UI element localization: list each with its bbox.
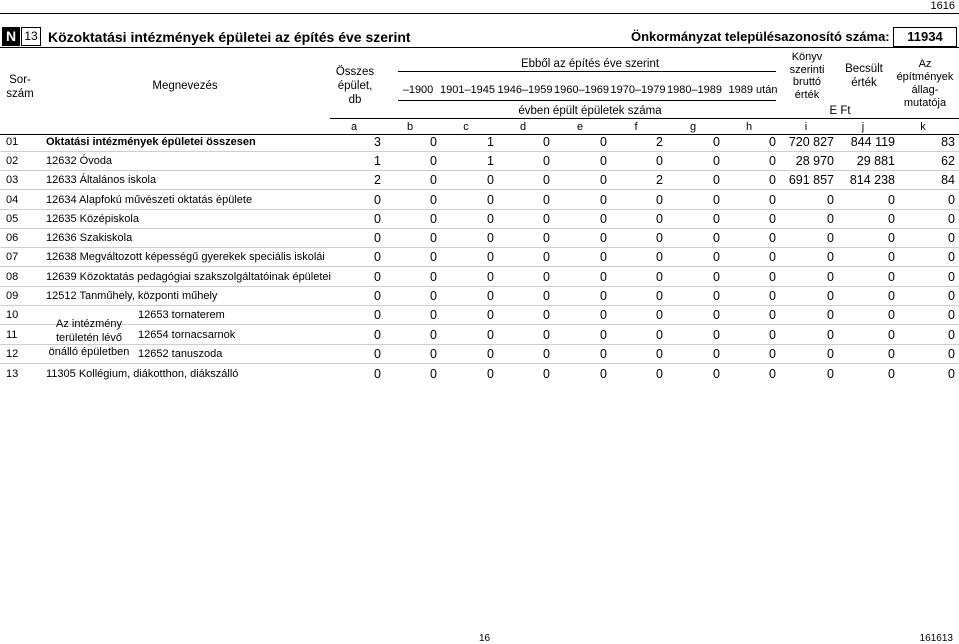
row-value-k: 0 (948, 308, 955, 322)
row-value-i: 720 827 (788, 135, 834, 149)
row-value-j: 0 (888, 193, 895, 207)
row-value-a: 0 (374, 193, 381, 207)
row-value-j: 0 (888, 231, 895, 245)
row-divider (0, 228, 959, 229)
row-name: 12512 Tanműhely, központi műhely (46, 290, 218, 302)
footer-page: 16 (479, 633, 491, 644)
row-name: 12633 Általános iskola (46, 174, 157, 186)
row-value-d: 0 (543, 212, 550, 226)
row-value-f: 0 (656, 289, 663, 303)
col-year-4: 1970–1979 (610, 84, 666, 96)
row-value-k: 0 (948, 193, 955, 207)
col-letter-b: b (406, 121, 414, 133)
row-value-d: 0 (543, 250, 550, 264)
row-value-f: 0 (656, 212, 663, 226)
col-letter-j: j (861, 121, 865, 133)
row-value-a: 0 (374, 367, 381, 381)
row-value-b: 0 (430, 347, 437, 361)
row-name: 12639 Közoktatás pedagógiai szakszolgáltatóinak épületei (46, 271, 331, 283)
row-value-h: 0 (769, 289, 776, 303)
row-value-b: 0 (430, 154, 437, 168)
row-value-e: 0 (600, 347, 607, 361)
row-value-b: 0 (430, 212, 437, 226)
row-value-i: 28 970 (795, 154, 834, 168)
table-row (0, 214, 959, 229)
row-value-j: 0 (888, 289, 895, 303)
col-evben: évben épült épületek száma (518, 105, 662, 117)
row-value-c: 0 (487, 173, 494, 187)
row-value-g: 0 (713, 193, 720, 207)
row-value-g: 0 (713, 328, 720, 342)
row-value-c: 0 (487, 193, 494, 207)
row-value-a: 1 (374, 154, 381, 168)
row-name: 11305 Kollégium, diákotthon, diákszálló (46, 368, 239, 380)
footer-code: 161613 (919, 633, 953, 644)
row-value-g: 0 (713, 212, 720, 226)
row-value-h: 0 (769, 308, 776, 322)
row-value-e: 0 (600, 250, 607, 264)
row-value-c: 0 (487, 367, 494, 381)
col-sorszam: Sor- szám (6, 74, 34, 100)
row-value-b: 0 (430, 231, 437, 245)
col-year-1: 1901–1945 (439, 84, 496, 96)
row-value-a: 0 (374, 347, 381, 361)
col-osszes: Összes épület, db (335, 66, 375, 106)
row-value-f: 0 (656, 328, 663, 342)
row-value-i: 0 (827, 289, 834, 303)
row-value-j: 844 119 (850, 135, 895, 149)
row-value-d: 0 (543, 367, 550, 381)
col-year-6: 1989 után (728, 84, 778, 96)
row-value-f: 0 (656, 231, 663, 245)
row-value-c: 1 (487, 135, 494, 149)
row-value-h: 0 (769, 173, 776, 187)
row-value-a: 2 (374, 173, 381, 187)
row-number: 01 (6, 136, 19, 148)
row-value-k: 62 (941, 154, 955, 168)
row-divider (0, 170, 959, 171)
ebbol-rule (398, 71, 776, 72)
row-value-c: 1 (487, 154, 494, 168)
table-number: 13 (21, 27, 41, 46)
row-value-d: 0 (543, 154, 550, 168)
row-value-b: 0 (430, 328, 437, 342)
row-value-b: 0 (430, 270, 437, 284)
row-value-e: 0 (600, 135, 607, 149)
col-eft: E Ft (829, 105, 851, 117)
col-year-2: 1946–1959 (497, 84, 553, 96)
row-name: 12654 tornacsarnok (138, 329, 236, 341)
row-value-b: 0 (430, 173, 437, 187)
row-value-j: 0 (888, 250, 895, 264)
row-value-a: 3 (374, 135, 381, 149)
group-label: Az intézmény területén lévő önálló épületben (48, 318, 130, 358)
row-value-g: 0 (713, 308, 720, 322)
col-letter-e: e (576, 121, 584, 133)
row-number: 08 (6, 271, 19, 283)
row-divider (0, 151, 959, 152)
row-value-i: 0 (827, 250, 834, 264)
row-value-j: 814 238 (849, 173, 895, 187)
row-value-i: 691 857 (788, 173, 834, 187)
row-value-d: 0 (543, 328, 550, 342)
row-value-d: 0 (543, 135, 550, 149)
row-value-c: 0 (487, 270, 494, 284)
row-number: 11 (6, 329, 18, 341)
row-value-g: 0 (713, 250, 720, 264)
row-value-h: 0 (769, 250, 776, 264)
row-value-j: 29 881 (856, 154, 895, 168)
row-value-j: 0 (888, 212, 895, 226)
row-value-h: 0 (769, 212, 776, 226)
badge-letter: N (2, 27, 20, 46)
row-value-f: 0 (656, 308, 663, 322)
row-value-h: 0 (769, 135, 776, 149)
row-value-a: 0 (374, 270, 381, 284)
row-value-k: 83 (941, 135, 955, 149)
row-number: 05 (6, 213, 19, 225)
title-rule (0, 47, 959, 48)
row-value-g: 0 (713, 173, 720, 187)
row-value-g: 0 (713, 347, 720, 361)
row-value-f: 0 (656, 367, 663, 381)
row-value-h: 0 (769, 193, 776, 207)
row-value-j: 0 (888, 308, 895, 322)
row-value-k: 0 (948, 231, 955, 245)
col-letter-a: a (350, 121, 358, 133)
row-value-c: 0 (487, 328, 494, 342)
row-value-a: 0 (374, 308, 381, 322)
row-value-a: 0 (374, 328, 381, 342)
row-value-d: 0 (543, 270, 550, 284)
col-megnevezes: Megnevezés (152, 80, 218, 92)
row-value-j: 0 (888, 367, 895, 381)
row-value-d: 0 (543, 289, 550, 303)
row-value-i: 0 (827, 367, 834, 381)
row-value-k: 84 (941, 173, 955, 187)
row-divider (0, 247, 959, 248)
row-value-g: 0 (713, 154, 720, 168)
row-value-a: 0 (374, 250, 381, 264)
row-value-g: 0 (713, 135, 720, 149)
row-value-h: 0 (769, 367, 776, 381)
row-value-e: 0 (600, 270, 607, 284)
top-rule (0, 13, 959, 14)
row-value-c: 0 (487, 231, 494, 245)
row-number: 03 (6, 174, 19, 186)
row-value-i: 0 (827, 212, 834, 226)
row-number: 13 (6, 368, 19, 380)
row-value-h: 0 (769, 270, 776, 284)
row-value-c: 0 (487, 289, 494, 303)
row-value-f: 0 (656, 347, 663, 361)
row-value-k: 0 (948, 347, 955, 361)
row-value-f: 0 (656, 154, 663, 168)
row-value-h: 0 (769, 154, 776, 168)
row-value-c: 0 (487, 308, 494, 322)
col-letter-f: f (634, 121, 638, 133)
row-value-d: 0 (543, 347, 550, 361)
row-divider (0, 209, 959, 210)
col-year-0: –1900 (402, 84, 434, 96)
onk-label: Önkormányzat településazonosító száma: (631, 29, 890, 44)
row-value-e: 0 (600, 154, 607, 168)
col-letter-c: c (463, 121, 469, 133)
row-value-j: 0 (888, 270, 895, 284)
row-name: 12635 Középiskola (46, 213, 139, 225)
row-value-k: 0 (948, 367, 955, 381)
row-value-j: 0 (888, 328, 895, 342)
row-number: 12 (6, 348, 19, 360)
row-number: 02 (6, 155, 19, 167)
row-value-h: 0 (769, 328, 776, 342)
row-value-f: 2 (656, 135, 663, 149)
row-value-e: 0 (600, 193, 607, 207)
row-value-a: 0 (374, 289, 381, 303)
row-name: 12634 Alapfokú művészeti oktatás épülete (46, 194, 253, 206)
row-name: 12652 tanuszoda (138, 348, 223, 360)
row-divider (0, 189, 959, 190)
row-divider (0, 344, 959, 345)
row-value-e: 0 (600, 173, 607, 187)
row-value-i: 0 (827, 328, 834, 342)
row-value-f: 2 (656, 173, 663, 187)
col-ebbol: Ebből az építés éve szerint (520, 58, 660, 70)
col-letter-d: d (519, 121, 527, 133)
row-name: Oktatási intézmények épületei összesen (46, 136, 256, 148)
row-value-i: 0 (827, 347, 834, 361)
row-value-h: 0 (769, 347, 776, 361)
col-letter-k: k (920, 121, 926, 133)
col-konyv: Könyv szerinti bruttó érték (789, 51, 825, 101)
row-number: 04 (6, 194, 19, 206)
row-value-e: 0 (600, 328, 607, 342)
row-value-i: 0 (827, 270, 834, 284)
row-divider (0, 324, 959, 325)
col-letter-h: h (745, 121, 753, 133)
row-number: 10 (6, 309, 19, 321)
row-value-k: 0 (948, 289, 955, 303)
row-value-b: 0 (430, 193, 437, 207)
row-number: 09 (6, 290, 19, 302)
row-value-h: 0 (769, 231, 776, 245)
row-number: 06 (6, 232, 19, 244)
row-value-b: 0 (430, 135, 437, 149)
row-value-d: 0 (543, 173, 550, 187)
onk-value: 11934 (893, 27, 957, 47)
row-name: 12638 Megváltozott képességű gyerekek speciális iskolái (46, 251, 325, 263)
row-divider (0, 286, 959, 287)
row-value-b: 0 (430, 289, 437, 303)
row-value-b: 0 (430, 250, 437, 264)
row-value-k: 0 (948, 328, 955, 342)
col-becsult: Becsült érték (845, 63, 883, 89)
row-value-f: 0 (656, 270, 663, 284)
row-value-k: 0 (948, 212, 955, 226)
row-value-c: 0 (487, 212, 494, 226)
row-value-i: 0 (827, 231, 834, 245)
row-value-i: 0 (827, 193, 834, 207)
col-year-5: 1980–1989 (666, 84, 723, 96)
row-divider (0, 305, 959, 306)
row-value-f: 0 (656, 250, 663, 264)
row-name: 12632 Óvoda (46, 155, 113, 167)
row-value-d: 0 (543, 308, 550, 322)
row-value-a: 0 (374, 212, 381, 226)
years-rule (398, 100, 776, 101)
row-value-e: 0 (600, 289, 607, 303)
col-letter-g: g (689, 121, 697, 133)
row-value-e: 0 (600, 367, 607, 381)
row-number: 07 (6, 251, 19, 263)
row-value-b: 0 (430, 308, 437, 322)
row-value-b: 0 (430, 367, 437, 381)
letters-rule (330, 118, 959, 119)
row-value-e: 0 (600, 308, 607, 322)
row-value-g: 0 (713, 270, 720, 284)
row-value-j: 0 (888, 347, 895, 361)
row-value-g: 0 (713, 231, 720, 245)
row-value-e: 0 (600, 212, 607, 226)
row-value-c: 0 (487, 250, 494, 264)
page-title: Közoktatási intézmények épületei az építés éve szerint (48, 29, 411, 45)
row-value-f: 0 (656, 193, 663, 207)
table-row (0, 233, 959, 248)
row-divider (0, 266, 959, 267)
row-value-g: 0 (713, 367, 720, 381)
row-value-d: 0 (543, 193, 550, 207)
col-allag: Az építmények állag- mutatója (896, 58, 954, 109)
row-value-d: 0 (543, 231, 550, 245)
row-value-a: 0 (374, 231, 381, 245)
col-letter-i: i (804, 121, 808, 133)
col-year-3: 1960–1969 (553, 84, 610, 96)
row-value-c: 0 (487, 347, 494, 361)
row-value-i: 0 (827, 308, 834, 322)
row-value-g: 0 (713, 289, 720, 303)
row-value-k: 0 (948, 270, 955, 284)
row-value-e: 0 (600, 231, 607, 245)
row-divider (0, 363, 959, 364)
row-name: 12636 Szakiskola (46, 232, 133, 244)
row-value-k: 0 (948, 250, 955, 264)
row-name: 12653 tornaterem (138, 309, 225, 321)
page-top-number: 1616 (930, 0, 955, 12)
